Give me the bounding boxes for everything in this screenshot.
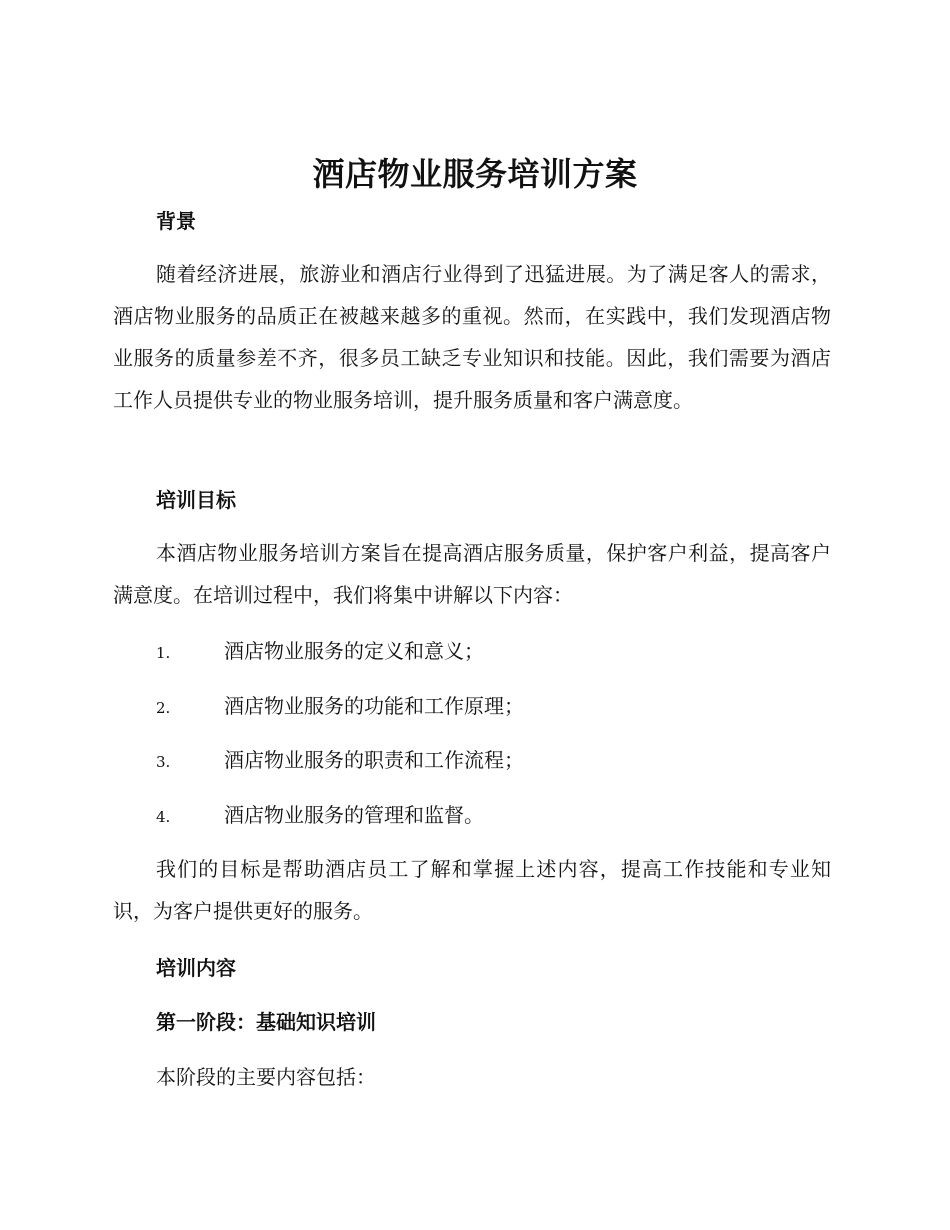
list-item-number: 2.	[156, 699, 171, 717]
list-item	[156, 636, 836, 668]
goals-intro-paragraph: 本酒店物业服务培训方案旨在提高酒店服务质量，保护客户利益，提高客户满意度。在培训过程中，我们将集中讲解以下内容：	[113, 541, 831, 607]
section-heading-background: 背景	[156, 209, 196, 233]
stage-one-heading: 第一阶段：基础知识培训	[156, 1010, 376, 1034]
list-item-number: 3.	[156, 753, 171, 771]
list-item	[156, 745, 836, 777]
stage-one-intro: 本阶段的主要内容包括：	[156, 1065, 376, 1089]
background-paragraph: 随着经济进展，旅游业和酒店行业得到了迅猛进展。为了满足客人的需求，酒店物业服务的品质正在被越来越多的重视。然而，在实践中，我们发现酒店物业服务的质量参差不齐，很多员工缺乏专业知识和技能。因此，我们需要为酒店工作人员提供专业的物业服务培训，提升服务质量和客户满意度。	[113, 262, 831, 412]
list-item-text: 酒店物业服务的管理和监督。	[224, 803, 484, 827]
list-item	[156, 800, 836, 832]
document-title: 酒店物业服务培训方案	[312, 155, 638, 193]
list-item-text: 酒店物业服务的功能和工作原理；	[224, 694, 524, 718]
goals-conclusion-paragraph: 我们的目标是帮助酒店员工了解和掌握上述内容，提高工作技能和专业知识，为客户提供更好的服务。	[113, 857, 831, 923]
list-item	[156, 691, 836, 723]
section-heading-goals: 培训目标	[156, 488, 236, 512]
section-heading-content: 培训内容	[156, 956, 236, 980]
list-item-text: 酒店物业服务的职责和工作流程；	[224, 748, 524, 772]
list-item-number: 4.	[156, 808, 171, 826]
list-item-number: 1.	[156, 644, 171, 662]
list-item-text: 酒店物业服务的定义和意义；	[224, 639, 484, 663]
